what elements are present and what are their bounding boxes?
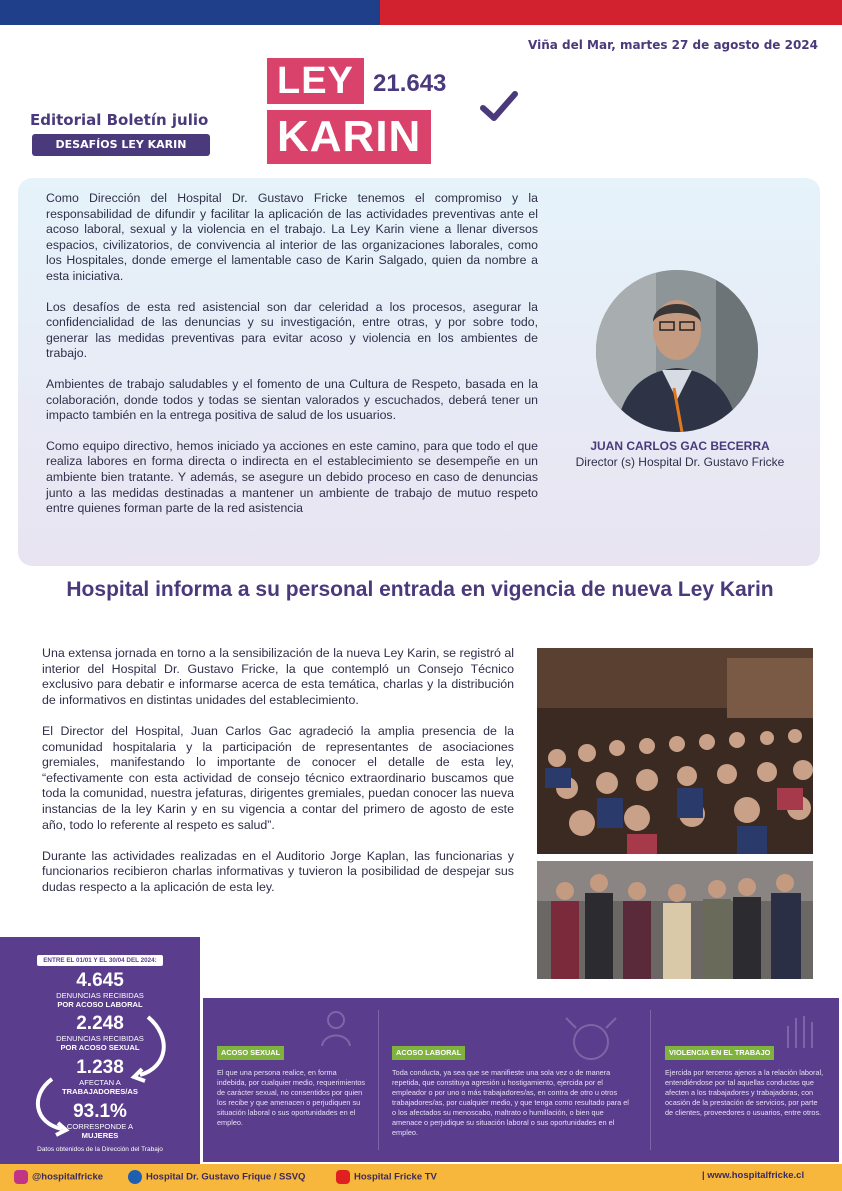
youtube-icon <box>336 1170 350 1184</box>
stat-label: DENUNCIAS RECIBIDAS <box>56 991 144 1000</box>
stat-label-bold: MUJERES <box>81 1131 119 1140</box>
footer <box>0 1164 842 1191</box>
article-paragraph: Una extensa jornada en torno a la sensibilización de la nueva Ley Karin, se registró al interior del Hospital Dr. Gustavo Fricke, la que contempló un Consejo Técnico exclusivo para debatir e informarse acerca de esta temática, charlas y la distribución de informativos en distintas unidades del establecimiento. <box>42 646 514 707</box>
editorial-title: Editorial Boletín julio <box>30 111 209 129</box>
article-headline: Hospital informa a su personal entrada en vigencia de nueva Ley Karin <box>66 578 774 601</box>
article-paragraph: El Director del Hospital, Juan Carlos Gac agradeció la amplia presencia de la comunidad hospitalaria y la participación de representantes de asociaciones gremiales, manifestando lo importante de conocer el detalle de esta ley, “efectivamente con esta actividad de consejo técnico extraordinario buscamos que toda la comunidad, nuestra jefaturas, dirigentes gremiales, puedan conocer las nueva instancias de la ley Karin y en su vigencia a contar del primero de agosto de este año, todo lo referente al respeto es salud”. <box>42 723 514 832</box>
stat-label-bold: POR ACOSO SEXUAL <box>60 1043 140 1052</box>
director-name: JUAN CARLOS GAC BECERRA <box>590 439 770 453</box>
checkmark-icon <box>477 86 521 130</box>
definition-text: Ejercida por terceros ajenos a la relación laboral, entendiéndose por tal aquellas conductas que afecten a los trabajadores y trabajadoras, con ocasión de la prestación de servicios, por parte de clientes, proveedores o usuarios, entre otros. <box>665 1068 824 1117</box>
logo-ley: LEY <box>267 58 364 104</box>
stats-source: Datos obtenidos de la Dirección del Trabajo <box>37 1146 163 1153</box>
top-bar-red <box>380 0 842 25</box>
stat-number: 4.645 <box>76 970 124 991</box>
group-photo <box>537 861 813 979</box>
definition-text: El que una persona realice, en forma indebida, por cualquier medio, requerimientos de carácter sexual, no consentidos por quien los recibe y que amenacen o perjudiquen su situación laboral o sus oportunidades en el empleo. <box>217 1068 366 1127</box>
logo-number: 21.643 <box>373 70 447 97</box>
top-bar-blue <box>0 0 380 25</box>
definition-violencia <box>665 1046 827 1118</box>
instagram-icon <box>14 1170 28 1184</box>
curved-arrows-icon <box>0 937 200 1169</box>
definition-title: ACOSO SEXUAL <box>217 1046 284 1060</box>
director-role: Director (s) Hospital Dr. Gustavo Fricke <box>575 455 785 469</box>
stats-range: ENTRE EL 01/01 Y EL 30/04 DEL 2024: <box>37 955 163 966</box>
editorial-paragraph: Ambientes de trabajo saludables y el fomento de una Cultura de Respeto, basada en la colaboración, donde todos y todas se sientan valorados y escuchados, deberá tener un impacto también en la entrega positiva de salud de los usuarios. <box>46 376 538 423</box>
divider <box>378 1010 379 1150</box>
statistics-box <box>0 937 200 1169</box>
definition-acoso-sexual <box>217 1046 367 1128</box>
facebook-handle: Hospital Dr. Gustavo Frique / SSVQ <box>146 1171 306 1183</box>
stat-number: 2.248 <box>76 1013 124 1034</box>
instagram-handle: @hospitalfricke <box>32 1171 104 1183</box>
footer-instagram[interactable] <box>14 1170 103 1184</box>
editorial-body <box>46 191 538 532</box>
definition-title: VIOLENCIA EN EL TRABAJO <box>665 1046 774 1060</box>
definition-text: Toda conducta, ya sea que se manifieste una sola vez o de manera repetida, que constituya agresión u hostigamiento, ejercida por el empleador o por uno o más trabajadores/as, en contra de otro u otros trabajadores/as, por cualquier medio, y que tenga como resultado para el o los afectados su menoscabo, maltrato o humillación, o bien que amenace o perjudique su situación laboral o sus oportunidades en el empleo. <box>392 1068 629 1137</box>
footer-youtube[interactable] <box>336 1170 437 1184</box>
auditorium-photo <box>537 648 813 854</box>
stat-label: DENUNCIAS RECIBIDAS <box>56 1034 144 1043</box>
director-portrait <box>596 270 758 432</box>
editorial-paragraph: Los desafíos de esta red asistencial son dar celeridad a los procesos, asegurar la confidencialidad de las denuncias y su investigación, entre otras, y por sobre todo, generar las medidas preventivas para evitar acoso y violencia en los ambientes de trabajo. <box>46 299 538 361</box>
definition-title: ACOSO LABORAL <box>392 1046 465 1060</box>
facebook-icon <box>128 1170 142 1184</box>
editorial-paragraph: Como Dirección del Hospital Dr. Gustavo Fricke tenemos el compromiso y la responsabilidad de difundir y facilitar la aplicación de las actividades preventivas ante el acoso laboral, sexual y la violencia en el trabajo. La Ley Karin viene a llenar diversos espacios, civilizatorios, de convivencia al interior de las organizaciones laborales, como los Hospitales, donde emerge el lamentable caso de Karin Salgado, quien da nombre a esta iniciativa. <box>46 191 538 283</box>
ley-karin-logo <box>265 58 525 168</box>
stat-label-bold: POR ACOSO LABORAL <box>57 1000 143 1009</box>
footer-website[interactable]: | www.hospitalfricke.cl <box>702 1170 805 1181</box>
youtube-channel: Hospital Fricke TV <box>354 1171 437 1183</box>
stat-label-bold: TRABAJADORES/AS <box>62 1087 138 1096</box>
stat-label: CORRESPONDE A <box>66 1122 134 1131</box>
footer-facebook[interactable] <box>128 1170 305 1184</box>
logo-karin: KARIN <box>267 110 431 164</box>
editorial-paragraph: Como equipo directivo, hemos iniciado ya acciones en este camino, para que todo el que realiza labores en forma directa o indirecta en el establecimiento se desempeñe en un ambiente bien tratante. Y además, se asegure un debido proceso en caso de denuncias junto a las medidas destinadas a mantener un ambiente de trabajo de mutuo respeto entre quienes forman parte de la red asistencia <box>46 438 538 516</box>
publication-date: Viña del Mar, martes 27 de agosto de 2024 <box>528 38 818 52</box>
divider <box>650 1010 651 1150</box>
stat-number: 1.238 <box>76 1057 124 1078</box>
person-silhouette-icon <box>316 1008 356 1048</box>
hand-stop-icon <box>778 1010 828 1050</box>
article-body <box>42 646 514 911</box>
definition-acoso-laboral <box>392 1046 630 1138</box>
article-paragraph: Durante las actividades realizadas en el Auditorio Jorge Kaplan, las funcionarias y funcionarios recibieron charlas informativas y tuvieron la posibilidad de despejar sus dudas respecto a la aplicación de esta ley. <box>42 848 514 894</box>
stat-label: AFECTAN A <box>79 1078 121 1087</box>
stat-number: 93.1% <box>73 1101 127 1122</box>
section-tag: DESAFÍOS LEY KARIN <box>32 134 210 156</box>
